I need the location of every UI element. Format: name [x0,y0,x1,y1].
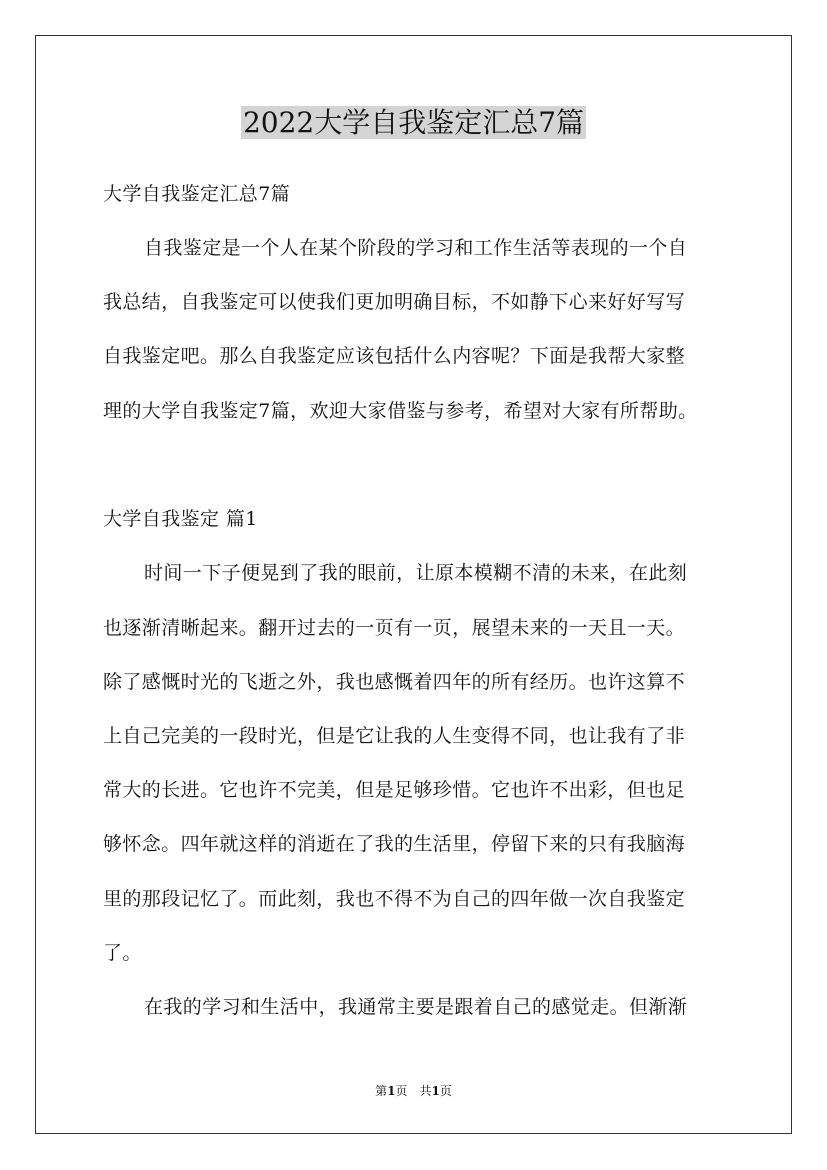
page-footer [0,1082,827,1100]
intro-line: 自我鉴定是一个人在某个阶段的学习和工作生活等表现的一个自 [144,237,688,259]
page-total-number: 1 [431,1084,440,1098]
paragraph-line: 在我的学习和生活中，我通常主要是跟着自己的感觉走。但渐渐 [144,996,688,1018]
paragraph-line: 时间一下子便晃到了我的眼前，让原本模糊不清的未来，在此刻 [144,562,688,584]
page-current-number: 1 [387,1084,396,1098]
paragraph-line: 上自己完美的一段时光，但是它让我的人生变得不同，也让我有了非 [103,725,686,747]
intro-line: 我总结，自我鉴定可以使我们更加明确目标，不如静下心来好好写写 [103,291,686,313]
intro-line: 理的大学自我鉴定7篇，欢迎大家借鉴与参考，希望对大家有所帮助。 [103,400,698,422]
document-title [0,99,827,147]
paragraph-line: 了。 [103,942,142,964]
paragraph-line: 除了感慨时光的飞逝之外，我也感慨着四年的所有经历。也许这算不 [103,671,686,693]
page-mid: 页 共 [395,1084,432,1098]
paragraph-line: 里的那段记忆了。而此刻，我也不得不为自己的四年做一次自我鉴定 [103,888,686,910]
section1-heading: 大学自我鉴定 篇1 [103,508,258,530]
intro-line: 自我鉴定吧。那么自我鉴定应该包括什么内容呢？下面是我帮大家整 [103,345,686,367]
paragraph-line: 常大的长进。它也许不完美，但是足够珍惜。它也许不出彩，但也足 [103,779,686,801]
document-title-text: 2022大学自我鉴定汇总7篇 [242,106,585,139]
page-suffix: 页 [439,1084,452,1098]
paragraph-line: 也逐渐清晰起来。翻开过去的一页有一页，展望未来的一天且一天。 [103,617,686,639]
intro-heading: 大学自我鉴定汇总7篇 [103,183,291,205]
paragraph-line: 够怀念。四年就这样的消逝在了我的生活里，停留下来的只有我脑海 [103,833,686,855]
page-prefix: 第 [375,1084,388,1098]
